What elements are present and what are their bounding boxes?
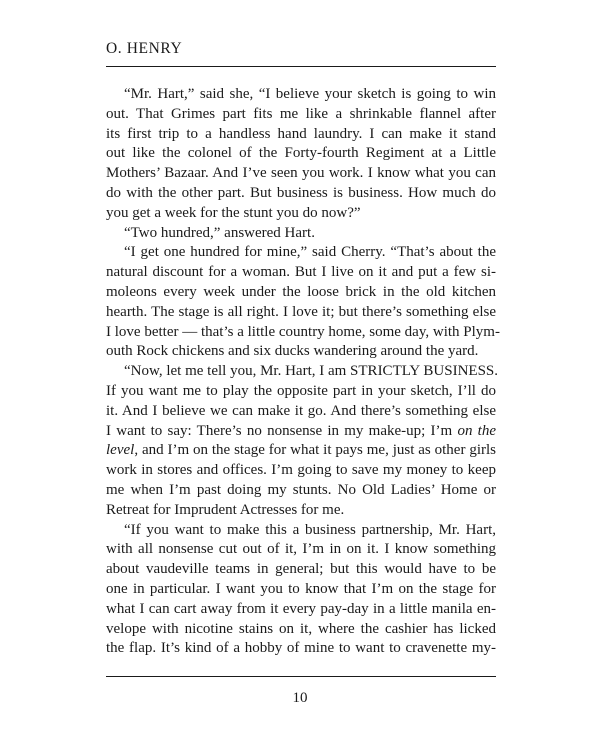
text-line: what I can cart away from it every pay-day in a little manila en- <box>106 600 496 617</box>
text-line: “If you want to make this a business partnership, Mr. Hart, <box>124 521 496 538</box>
text-line: one in particular. I want you to know that I’m on the stage for <box>106 580 496 597</box>
text-line: “Two hundred,” answered Hart. <box>124 224 315 241</box>
italic-phrase: level <box>106 442 135 459</box>
header-rule <box>106 66 496 67</box>
text-line: “Now, let me tell you, Mr. Hart, I am STRICTLY BUSINESS. <box>124 363 499 380</box>
text-line: hearth. The stage is all right. I love it; but there’s something else <box>106 303 496 320</box>
text-line: outh Rock chickens and six ducks wandering around the yard. <box>106 343 479 360</box>
text-line: about vaudeville teams in general; but this would have to be <box>106 561 496 578</box>
text-line: me when I’m past doing my stunts. No Old Ladies’ Home or <box>106 481 496 498</box>
text-line: out. That Grimes part fits me like a shrinkable flannel after <box>106 105 496 122</box>
text-line: out like the colonel of the Forty-fourth Regiment at a Little <box>106 145 496 162</box>
page-number: 10 <box>292 690 308 706</box>
text-line-part: , and I’m on the stage for what it pays me, just as other girls <box>134 442 496 459</box>
text-line: natural discount for a woman. But I live on it and put a few si- <box>106 264 496 281</box>
italic-phrase: on the <box>457 422 496 439</box>
text-line: work in stores and offices. I’m going to save my money to keep <box>106 462 496 479</box>
text-line: do with the other part. But business is business. How much do <box>106 184 496 201</box>
text-line-part: I want to say: There’s no nonsense in my make-up; I’m <box>106 422 458 439</box>
text-line: velope with nicotine stains on it, where the cashier has licked <box>106 620 496 637</box>
text-line: If you want me to play the opposite part in your sketch, I’ll do <box>106 382 496 399</box>
text-line: I love better — that’s a little country home, some day, with Plym- <box>106 323 500 340</box>
body-text <box>106 85 500 659</box>
running-head: O. HENRY <box>106 40 183 57</box>
text-line: “Mr. Hart,” said she, “I believe your sketch is going to win <box>124 86 496 102</box>
text-line: Mothers’ Bazaar. And I’ve seen you work. I know what you can <box>106 165 496 182</box>
text-line: you get a week for the stunt you do now?” <box>106 204 361 221</box>
text-line <box>106 422 496 442</box>
text-line: Retreat for Imprudent Actresses for me. <box>106 501 345 518</box>
footer-rule <box>106 676 496 677</box>
text-line: “I get one hundred for mine,” said Cherry. “That’s about the <box>124 244 496 261</box>
text-line: moleons every week under the loose brick in the old kitchen <box>106 283 496 300</box>
text-line <box>106 441 496 461</box>
text-line: with all nonsense cut out of it, I’m in on it. I know something <box>106 541 496 558</box>
text-line: the flap. It’s kind of a hobby of mine to want to cravenette my- <box>106 640 496 657</box>
text-line: it. And I believe we can make it go. And there’s something else <box>106 402 496 419</box>
text-line: its first trip to a handless hand laundry. I can make it stand <box>106 125 496 142</box>
